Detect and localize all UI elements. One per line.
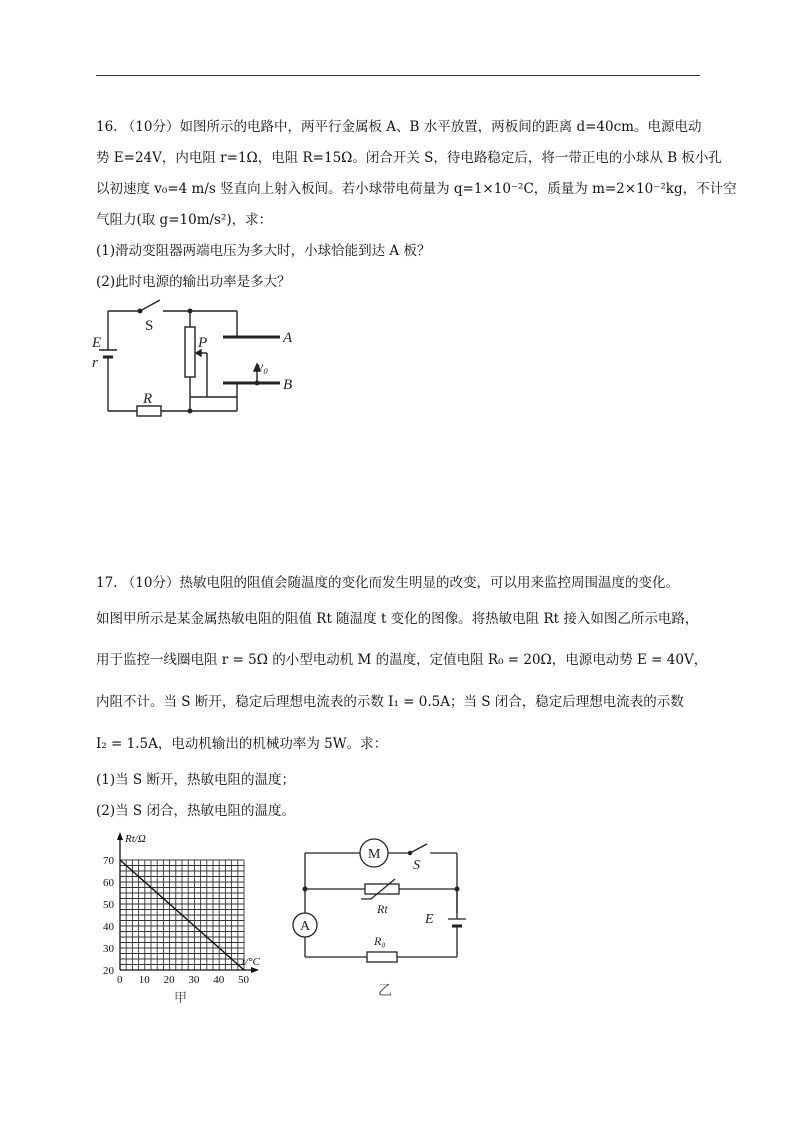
label-A: A: [283, 330, 293, 346]
y-tick-label: 50: [103, 899, 114, 911]
label-S: S: [413, 858, 420, 873]
x-tick-label: 40: [213, 974, 225, 986]
header-rule: [96, 75, 700, 76]
q17-line-5: I₂ = 1.5A，电动机输出的机械功率为 5W。求：: [96, 736, 388, 752]
y-axis-arrow: [117, 832, 123, 840]
rt-t-chart: [92, 830, 267, 1010]
label-R0: R₀: [374, 934, 386, 948]
q16-line-4: 气阻力(取 g=10m/s²)，求：: [96, 212, 273, 228]
x-tick-label: 10: [138, 974, 150, 986]
q16-line-5: (1)滑动变阻器两端电压为多大时，小球恰能到达 A 板？: [96, 243, 431, 259]
switch-S: [410, 844, 427, 853]
label-Rt: Rt: [377, 902, 388, 916]
caption-yi: 乙: [378, 984, 392, 999]
q16-line-2: 势 E=24V，内电阻 r=1Ω，电阻 R=15Ω。闭合开关 S，待电路稳定后，将一带正电的小球从 B 板小孔: [96, 150, 722, 166]
q17-line-6: (1)当 S 断开，热敏电阻的温度；: [96, 772, 295, 788]
q17-circuit-diagram: [285, 835, 485, 1005]
label-R: R: [143, 391, 153, 407]
label-B: B: [283, 377, 293, 393]
label-S: S: [145, 318, 154, 334]
q16-line-6: (2)此时电源的输出功率是多大？: [96, 274, 291, 290]
label-A: A: [300, 919, 311, 934]
label-M: M: [368, 847, 381, 862]
label-P: P: [198, 335, 208, 351]
x-axis-label: t/°C: [242, 956, 260, 968]
label-r: r: [92, 355, 98, 371]
x-tick-label: 50: [238, 974, 249, 986]
y-tick-label: 30: [103, 943, 114, 955]
y-tick-label: 40: [103, 921, 114, 933]
caption-jia: 甲: [174, 990, 188, 1005]
label-E: E: [425, 912, 434, 927]
resistor-R0: [367, 952, 397, 962]
resistor-R: [137, 406, 161, 416]
q17-line-4: 内阻不计。当 S 断开，稳定后理想电流表的示数 I₁ = 0.5A；当 S 闭合，稳定后理想电流表的示数: [96, 694, 684, 710]
q17-line-3: 用于监控一线圈电阻 r = 5Ω 的小型电动机 M 的温度，定值电阻 R₀ = 20Ω，电源电动势 E = 40V，: [96, 652, 708, 668]
y-tick-label: 70: [103, 855, 114, 867]
x-tick-label: 0: [117, 974, 123, 986]
q16-circuit-diagram: [90, 295, 305, 425]
y-tick-label: 20: [103, 965, 114, 977]
switch-blade: [140, 300, 160, 311]
q16-line-3: 以初速度 v₀=4 m/s 竖直向上射入板间。若小球带电荷量为 q=1×10⁻²C，质量为 m=2×10⁻²kg，不计空: [96, 181, 737, 197]
rheostat: [185, 327, 195, 377]
q17-line-2: 如图甲所示是某金属热敏电阻的阻值 Rt 随温度 t 变化的图像。将热敏电阻 Rt 接入如图乙所示电路，: [96, 611, 699, 627]
x-tick-label: 20: [163, 974, 175, 986]
label-v0: v₀: [257, 360, 269, 375]
x-tick-label: 30: [188, 974, 200, 986]
y-axis-label: Rt/Ω: [125, 833, 146, 845]
q16-line-1: 16. （10分）如图所示的电路中，两平行金属板 A、B 水平放置，两板间的距离 d=40cm。电源电动: [96, 119, 702, 135]
q17-line-7: (2)当 S 闭合，热敏电阻的温度。: [96, 803, 295, 819]
y-tick-label: 60: [103, 877, 114, 889]
q17-line-1: 17. （10分）热敏电阻的阻值会随温度的变化而发生明显的改变，可以用来监控周围温度的变化。: [96, 575, 679, 591]
label-E: E: [92, 335, 102, 351]
